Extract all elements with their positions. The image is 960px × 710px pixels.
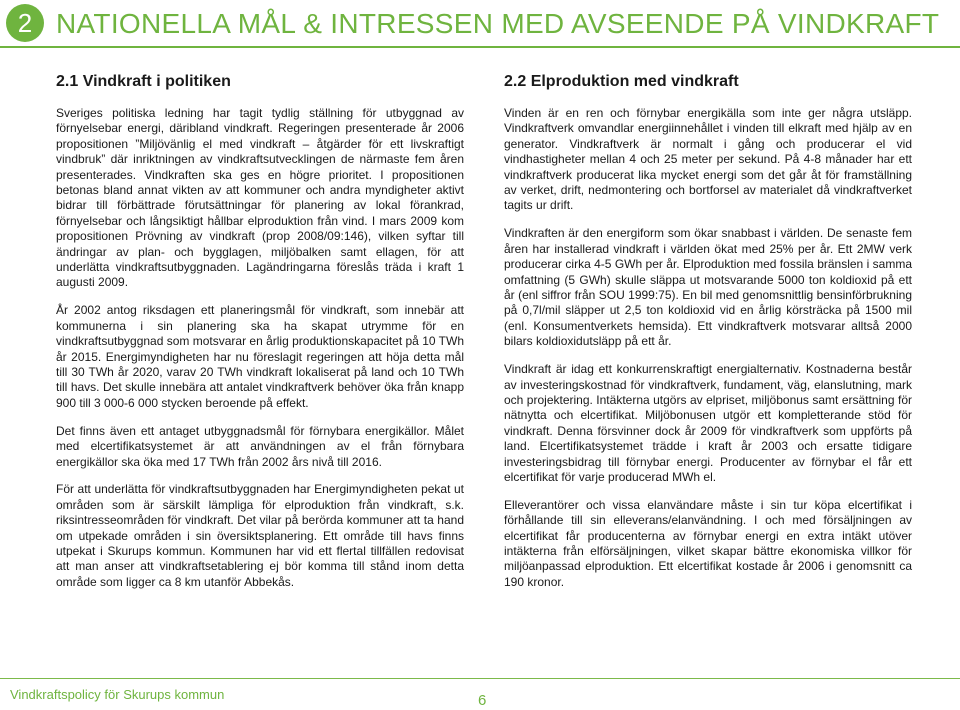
right-column — [504, 72, 912, 603]
left-column — [56, 72, 464, 603]
page-header — [0, 0, 960, 46]
paragraph: Vinden är en ren och förnybar energikälla som inte ger några utsläpp. Vindkraftverk omvandlar energiinnehållet i vinden till elkraft med hjälp av en generator. Vindkraftverk är normalt i gång och producerar el vid vindhastigheter mellan 4 och 25 meter per sekund. På 4-8 månader har ett vindkraftverk producerat lika mycket energi som det går åt för framställning av verket, drift, nedmontering och bortforsel av materialet då vindkraftverket tagits ur drift. — [504, 106, 912, 213]
section-heading-production: 2.2 Elproduktion med vindkraft — [504, 73, 739, 90]
section-heading-politics: 2.1 Vindkraft i politiken — [56, 73, 231, 90]
paragraph: Elleverantörer och vissa elanvändare måste i sin tur köpa elcertifikat i förhållande till sin elleverans/elanvändning. I och med försäljningen av elcertifikat får producenterna av förnybar energi en extra intäkt utöver intäkterna från elförsäljningen, vilket skapar bättre ekonomiska villkor för miljöanpassad elproduktion. Ett elcertifikat kostade år 2006 i genomsnitt ca 190 kronor. — [504, 497, 912, 589]
paragraph: Vindkraft är idag ett konkurrenskraftigt energialternativ. Kostnaderna består av investeringskostnad för vindkraftverk, fundament, väg, elanslutning, mark och projektering. Intäkterna utgörs av elpriset, miljöbonus samt ersättning för nätnytta och elcertifikat. Miljöbonusen utgör ett kompletterande stöd för vindkraft. Denna försvinner dock år 2009 för vindkraftverk som uppförts på land. Elcertifikatsystemet trädde i kraft år 2003 och ersatte tidigare investeringsbidrag till förnybar energi. Producenter av förnybar el får ett elcertifikat för varje producerad MWh el. — [504, 362, 912, 484]
paragraph: Vindkraften är den energiform som ökar snabbast i världen. De senaste fem åren har installerad vindkraft i världen ökat med 25% per år. Ett 2MW verk producerar cirka 4-5 GWh per år. Elproduktion med fossila bränslen i samma omfattning (5 GWh) skulle släppa ut motsvarande 5000 ton koldioxid på ett år (enl siffror från SOU 1999:75). En bil med genomsnittlig bensinförbrukning på 0,7l/mil släpper ut 2,5 ton koldioxid vid en årlig körsträcka på 1500 mil (enl. Konsumentverkets hemsida). Ett vindkraftverk motsvarar alltså 2000 bilars koldioxidutsläpp på ett år. — [504, 226, 912, 349]
page-footer — [0, 678, 960, 710]
footer-divider — [0, 678, 960, 679]
paragraph: Det finns även ett antaget utbyggnadsmål för förnybara energikällor. Målet med elcertifikatsystemet är att användningen av el från förnybara energikällor ska öka med 17 TWh från 2002 års nivå till 2016. — [56, 423, 464, 469]
header-divider — [0, 46, 960, 48]
page-number: 6 — [478, 692, 487, 709]
chapter-title: NATIONELLA MÅL & INTRESSEN MED AVSEENDE PÅ VINDKRAFT — [56, 8, 940, 39]
paragraph: Sveriges politiska ledning har tagit tydlig ställning för utbyggnad av förnyelsebar energi, däribland vindkraft. Regeringen presenterade år 2006 propositionen ”Miljövänlig el med vindkraft – åtgärder för ett livskraftigt vindbruk” där inriktningen av vindkraftsutvecklingen de närmaste fem åren presenterades. Vindkraften ska ges en högre prioritet. I propositionen betonas bland annat vikten av att kommuner och andra myndigheter aktivt bidrar till förbättrade förutsättningar för planering av lokal förankrad, förnyelsebar och långsiktigt hållbar elproduktion från vind. I mars 2009 kom propositionen Prövning av vindkraft (prop 2008/09:146), vilken syftar till ändringar av plan- och bygglagen, miljöbalken samt ellagen, för att underlätta vindkraftsutbyggnaden. Lagändringarna föreslås träda i kraft 1 augusti 2009. — [56, 106, 464, 290]
footer-title: Vindkraftspolicy för Skurups kommun — [10, 687, 225, 702]
chapter-number-badge: 2 — [6, 4, 44, 42]
paragraph: År 2002 antog riksdagen ett planeringsmål för vindkraft, som innebär att kommunerna i sin planering ska ha skapat utrymme för en vindkraftsutbyggnad som motsvarar en årlig produktionskapacitet på 10 TWh år 2015. Energimyndigheten har nu föreslagit regeringen att höja detta mål till 30 TWh år 2020, varav 20 TWh vindkraft lokaliserat på land och 10 TWh till havs. Det skulle innebära att antalet vindkraftverk behöver öka från knapp 900 till 3 000-6 000 stycken beroende på effekt. — [56, 303, 464, 410]
paragraph: För att underlätta för vindkraftsutbyggnaden har Energimyndigheten pekat ut områden som är särskilt lämpliga för elproduktion från vindkraft, s.k. riksintresseområden för vindkraft. Det vilar på berörda kommuner att ta hand om utpekade områden i sin översiktsplanering. Ett område till havs finns utpekat i Skurups kommun. Kommunen har vid ett flertal tillfällen redovisat att man anser att vindkraftsetablering ej bör komma till stånd inom detta område som ligger ca 8 km utanför Abbekås. — [56, 482, 464, 589]
